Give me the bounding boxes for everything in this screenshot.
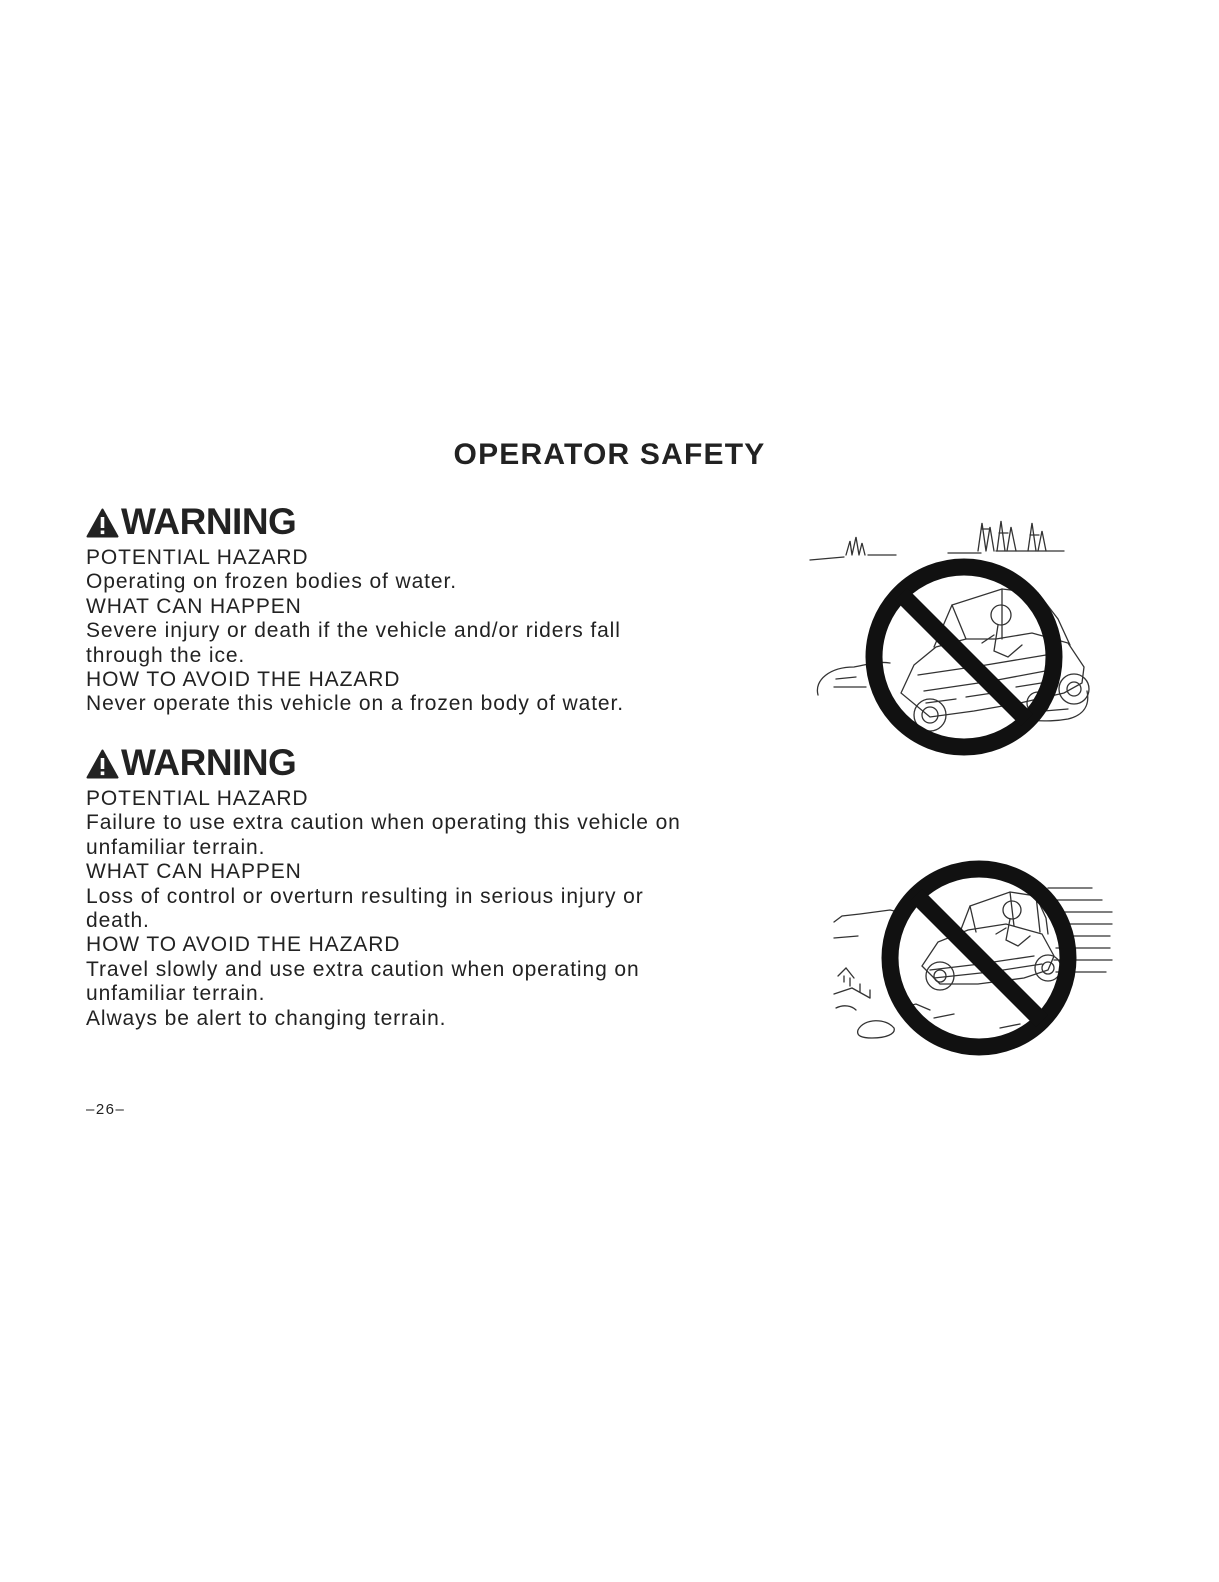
- page-title: OPERATOR SAFETY: [453, 438, 766, 471]
- hazard-label: POTENTIAL HAZARD: [86, 787, 309, 810]
- warning-block-unfamiliar-terrain: [86, 741, 746, 1031]
- avoidance-text: Never operate this vehicle on a frozen body of water.: [86, 692, 624, 716]
- hazard-text: Failure to use extra caution when operating this vehicle on: [86, 811, 681, 835]
- avoidance-label: HOW TO AVOID THE HAZARD: [86, 933, 401, 957]
- consequence-text: Severe injury or death if the vehicle and/or riders fall: [86, 619, 621, 643]
- consequence-text: death.: [86, 909, 150, 933]
- no-unfamiliar-terrain-illustration: [830, 858, 1115, 1063]
- warning-triangle-icon: [86, 508, 119, 538]
- avoidance-text: Always be alert to changing terrain.: [86, 1006, 447, 1030]
- warning-label: WARNING: [121, 501, 297, 542]
- page-number: –26–: [86, 1101, 126, 1118]
- avoidance-text: unfamiliar terrain.: [86, 982, 266, 1006]
- hazard-text: unfamiliar terrain.: [86, 835, 266, 859]
- consequence-text: through the ice.: [86, 643, 246, 667]
- warning-heading: [86, 741, 746, 785]
- consequence-label: WHAT CAN HAPPEN: [86, 860, 302, 884]
- consequence-text: Loss of control or overturn resulting in serious injury or: [86, 884, 644, 908]
- avoidance-label: HOW TO AVOID THE HAZARD: [86, 668, 401, 692]
- avoidance-text: Travel slowly and use extra caution when operating on: [86, 957, 640, 981]
- hazard-text: Operating on frozen bodies of water.: [86, 570, 457, 594]
- warning-block-frozen-water: [86, 500, 746, 717]
- warning-heading: [86, 500, 746, 544]
- warning-triangle-icon: [86, 749, 119, 779]
- hazard-label: POTENTIAL HAZARD: [86, 546, 309, 569]
- consequence-label: WHAT CAN HAPPEN: [86, 594, 302, 618]
- warning-label: WARNING: [121, 742, 297, 783]
- no-frozen-water-illustration: [806, 515, 1096, 760]
